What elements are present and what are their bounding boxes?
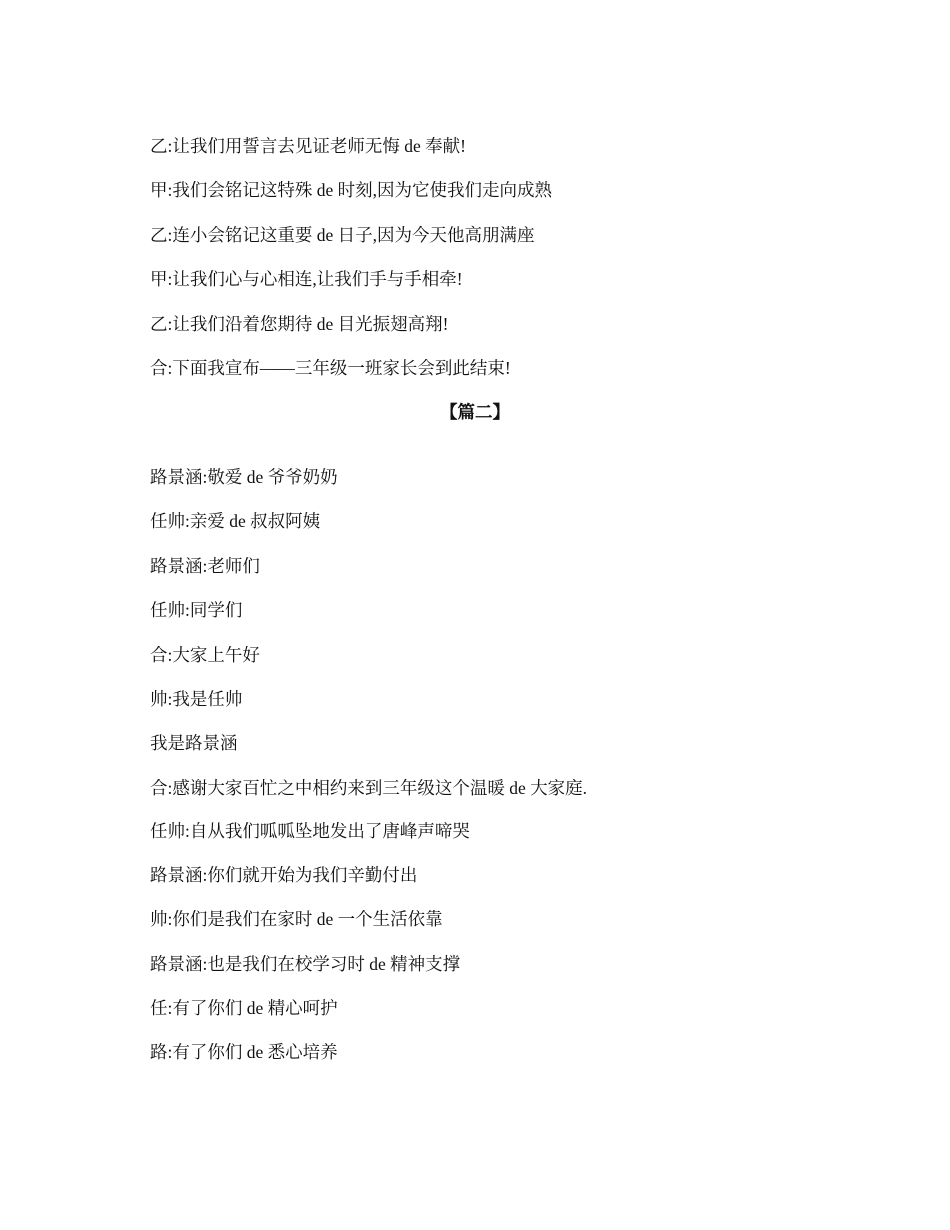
dialogue-line: 任帅:自从我们呱呱坠地发出了唐峰声啼哭: [150, 821, 470, 841]
dialogue-line: 甲:让我们心与心相连,让我们手与手相牵!: [150, 269, 463, 289]
section-heading: 【篇二】: [440, 402, 510, 422]
dialogue-line: 乙:连小会铭记这重要 de 日子,因为今天他高朋满座: [150, 225, 535, 245]
dialogue-line: 我是路景涵: [150, 733, 238, 753]
dialogue-line: 路景涵:敬爱 de 爷爷奶奶: [150, 467, 338, 487]
dialogue-line: 乙:让我们沿着您期待 de 目光振翅高翔!: [150, 314, 449, 334]
dialogue-line: 任帅:亲爱 de 叔叔阿姨: [150, 511, 321, 531]
dialogue-line: 乙:让我们用誓言去见证老师无悔 de 奉献!: [150, 136, 466, 156]
dialogue-line: 合:下面我宣布——三年级一班家长会到此结束!: [150, 358, 511, 378]
dialogue-line: 路景涵:老师们: [150, 556, 260, 576]
dialogue-line: 路景涵:你们就开始为我们辛勤付出: [150, 865, 418, 885]
dialogue-line: 甲:我们会铭记这特殊 de 时刻,因为它使我们走向成熟: [150, 180, 553, 200]
dialogue-line: 帅:我是任帅: [150, 689, 243, 709]
dialogue-line: 任帅:同学们: [150, 600, 243, 620]
dialogue-line: 合:大家上午好: [150, 645, 260, 665]
dialogue-line: 合:感谢大家百忙之中相约来到三年级这个温暖 de 大家庭.: [150, 778, 588, 798]
dialogue-line: 任:有了你们 de 精心呵护: [150, 998, 338, 1018]
dialogue-line: 帅:你们是我们在家时 de 一个生活依靠: [150, 909, 443, 929]
dialogue-line: 路:有了你们 de 悉心培养: [150, 1042, 338, 1062]
dialogue-line: 路景涵:也是我们在校学习时 de 精神支撑: [150, 954, 461, 974]
